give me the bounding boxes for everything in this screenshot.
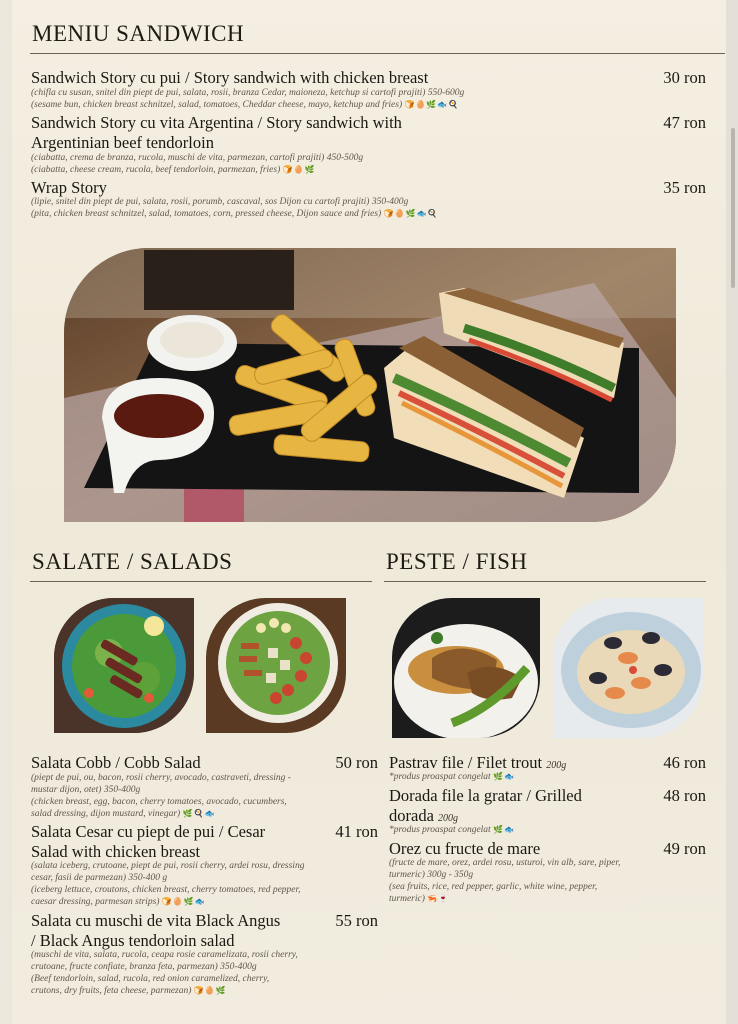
item-price: 55 ron (335, 911, 378, 930)
desc-line: (iceberg lettuce, croutons, chicken breast, cherry tomatoes, red pepper, (31, 885, 301, 895)
fish-photo-1 (392, 598, 540, 738)
sandwich-photo (64, 248, 676, 522)
section-title-fish: PESTE / FISH (386, 549, 528, 574)
desc-line: (salata iceberg, crutoane, piept de pui, rosii cherry, ardei rosu, dressing (31, 861, 305, 871)
desc-line: turmeric) 300g - 350g (389, 870, 474, 880)
item-name-line2: Argentinian beef tendorloin (31, 133, 214, 152)
item-name-line2: Salad with chicken breast (31, 842, 201, 861)
allergen-icons: 🌿🐟 (493, 772, 515, 781)
scrollbar-track[interactable] (726, 0, 738, 1024)
item-price: 30 ron (663, 68, 706, 87)
section-rule (384, 581, 706, 582)
item-desc (31, 949, 351, 997)
item-name: Orez cu fructe de mare (389, 839, 541, 858)
fish-photo-2-art (553, 598, 703, 738)
allergen-icons: 🍞🥚🌿🐟 (161, 897, 206, 906)
item-name: Salata Cobb / Cobb Salad (31, 753, 201, 772)
desc-line: crutoane, fructe confiate, branza feta, parmezan) 350-400g (31, 962, 257, 972)
section-title-salads: SALATE / SALADS (32, 549, 233, 574)
item-name-line1: Sandwich Story cu vita Argentina / Story sandwich with (31, 113, 402, 132)
item-note: *produs proaspat congelat 🌿🐟 (389, 772, 515, 782)
desc-line: mustar dijon, otet) 350-400g (31, 785, 141, 795)
desc-line: (chicken breast, egg, bacon, cherry tomatoes, avocado, cucumbers, (31, 797, 287, 807)
scrollbar-thumb[interactable] (731, 128, 735, 288)
item-name: Wrap Story (31, 178, 107, 197)
item-desc-ro: (lipie, snitel din piept de pui, salata, rosii, porumb, cascaval, sos Dijon cu cartofi prajiti) 350-400g (31, 197, 409, 207)
item-name-line1: Dorada file la gratar / Grilled (389, 786, 582, 805)
fish-photo-1-art (392, 598, 540, 738)
desc-line: caesar dressing, parmesan strips) 🍞🥚🌿🐟 (31, 897, 206, 907)
item-desc-en: (sesame bun, chicken breast schnitzel, salad, tomatoes, Cheddar cheese, mayo, ketchup and fries) 🍞🥚🌿🐟🍳 (31, 100, 460, 110)
salad-photo-1 (54, 598, 194, 733)
salad-photo-2 (206, 598, 346, 733)
section-title-sandwich: MENIU SANDWICH (32, 21, 245, 46)
item-name-line2: dorada 200g (389, 806, 459, 825)
desc-line: turmeric) 🦐🍷 (389, 894, 450, 904)
desc-line: (Beef tendorloin, salad, rucola, red onion caramelized, cherry, (31, 974, 270, 984)
item-price: 48 ron (663, 786, 706, 805)
desc-line: salad dressing, dijon mustard, vinegar) 🌿🍳🐟 (31, 809, 216, 819)
sandwich-photo-art (64, 248, 676, 522)
salad-photo-1-art (54, 598, 194, 733)
desc-line: (piept de pui, ou, bacon, rosii cherry, avocado, castraveti, dressing - (31, 773, 291, 783)
fish-photo-2 (553, 598, 703, 738)
item-desc (389, 857, 699, 905)
salad-photo-2-art (206, 598, 346, 733)
item-name: Pastrav file / Filet trout 200g (389, 753, 567, 772)
item-price: 46 ron (663, 753, 706, 772)
item-desc (31, 772, 351, 820)
item-weight: 200g (546, 760, 567, 771)
item-weight: 200g (438, 813, 459, 824)
item-name: Sandwich Story cu pui / Story sandwich with chicken breast (31, 68, 429, 87)
item-name-line1: Salata cu muschi de vita Black Angus (31, 911, 281, 930)
desc-line: (muschi de vita, salata, rucola, ceapa rosie caramelizata, rosii cherry, (31, 950, 298, 960)
item-desc-en: (pita, chicken breast schnitzel, salad, tomatoes, corn, pressed cheese, Dijon sauce and fries) 🍞🥚🌿🐟🍳 (31, 209, 439, 219)
item-price: 50 ron (335, 753, 378, 772)
allergen-icons: 🍞🥚🌿 (282, 165, 316, 174)
item-desc (31, 860, 351, 908)
item-name-line2: / Black Angus tendorloin salad (31, 931, 235, 950)
desc-line: cesar, fasii de parmezan) 350-400 g (31, 873, 168, 883)
desc-line: crutons, dry fruits, feta cheese, parmezan) 🍞🥚🌿 (31, 986, 227, 996)
item-note: *produs proaspat congelat 🌿🐟 (389, 825, 515, 835)
item-price: 49 ron (663, 839, 706, 858)
item-desc-ro: (ciabatta, crema de branza, rucola, muschi de vita, parmezan, cartofi prajiti) 450-500g (31, 153, 364, 163)
menu-page (12, 0, 726, 1024)
item-price: 35 ron (663, 178, 706, 197)
item-desc-en: (ciabatta, cheese cream, rucola, beef tendorloin, parmezan, fries) 🍞🥚🌿 (31, 165, 316, 175)
allergen-icons: 🍞🥚🌿🐟🍳 (404, 100, 460, 109)
section-rule (30, 581, 372, 582)
allergen-icons: 🌿🍳🐟 (182, 809, 216, 818)
item-desc-ro: (chifla cu susan, snitel din piept de pui, salata, rosii, branza Cedar, maioneza, ketchup si cartofi prajiti) 550-600g (31, 88, 465, 98)
allergen-icons: 🍞🥚🌿 (193, 986, 227, 995)
allergen-icons: 🌿🐟 (493, 825, 515, 834)
allergen-icons: 🍞🥚🌿🐟🍳 (383, 209, 439, 218)
allergen-icons: 🦐🍷 (427, 894, 450, 903)
item-name-line1: Salata Cesar cu piept de pui / Cesar (31, 822, 266, 841)
item-price: 41 ron (335, 822, 378, 841)
section-rule (30, 53, 725, 54)
desc-line: (fructe de mare, orez, ardei rosu, usturoi, vin alb, sare, piper, (389, 858, 621, 868)
item-price: 47 ron (663, 113, 706, 132)
desc-line: (sea fruits, rice, red pepper, garlic, white wine, pepper, (389, 882, 598, 892)
